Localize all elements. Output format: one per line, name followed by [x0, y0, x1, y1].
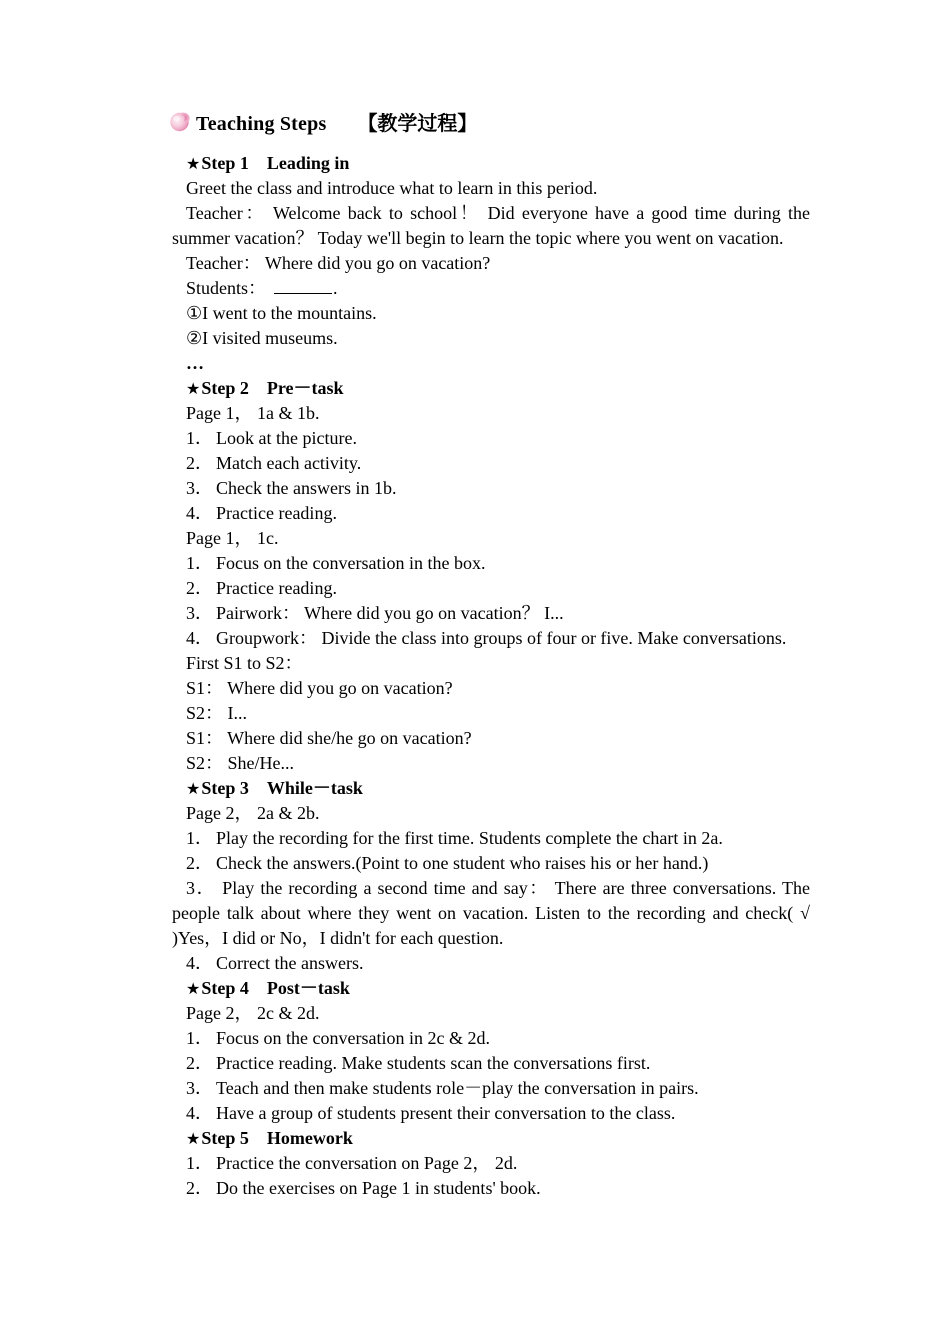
body-line: S1： Where did you go on vacation?: [186, 678, 453, 698]
list-item-number: 2．: [186, 453, 213, 473]
fill-in-blank-line: [172, 276, 810, 301]
list-item-text: Check the answers.(Point to one student who raises his or her hand.): [216, 853, 709, 873]
numbered-list-item: [172, 1051, 810, 1076]
pink-sphere-icon: [169, 109, 192, 132]
list-item-number: 4．: [186, 953, 213, 973]
step-name: Post－task: [266, 978, 350, 998]
list-item-text: Groupwork： Divide the class into groups of four or five. Make conversations.: [216, 628, 787, 648]
ellipsis-line: …: [186, 353, 206, 373]
numbered-list-item: [172, 1151, 810, 1176]
list-item-number: 1．: [186, 428, 213, 448]
body-line: S2： I...: [186, 703, 248, 723]
step-label: Step 5: [201, 1128, 249, 1148]
list-item-text: Teach and then make students role－play the conversation in pairs.: [216, 1078, 699, 1098]
body-paragraph: 3． Play the recording a second time and say： There are three conversations. The people talk about where they went on vacation. Listen to the recording and check( √ )Yes，I did or No，I didn't for each question.: [172, 878, 810, 948]
list-item-text: Practice reading.: [216, 503, 337, 523]
numbered-list-item: [172, 1076, 810, 1101]
body-line: S1： Where did she/he go on vacation?: [186, 728, 472, 748]
body-line: Page 2， 2a & 2b.: [186, 803, 320, 823]
list-item-number: 4．: [186, 503, 213, 523]
list-item-text: Play the recording for the first time. Students complete the chart in 2a.: [216, 828, 723, 848]
body-line: Page 1， 1c.: [186, 528, 279, 548]
numbered-list-item: [172, 551, 810, 576]
list-item-text: Match each activity.: [216, 453, 362, 473]
section-heading-title-cn: 【教学过程】: [357, 111, 478, 135]
star-icon: ★: [186, 154, 201, 173]
blank-underline: [274, 280, 332, 294]
numbered-list-item: [172, 851, 810, 876]
body-line: S2： She/He...: [186, 753, 294, 773]
list-item-number: 1．: [186, 1153, 213, 1173]
list-item-number: 4．: [186, 1103, 213, 1123]
list-item-text: Have a group of students present their conversation to the class.: [216, 1103, 676, 1123]
step-heading: [172, 776, 810, 801]
fill-in-blank-prefix: Students：: [186, 278, 267, 298]
numbered-list-item: [172, 601, 810, 626]
section-heading: [172, 110, 810, 137]
list-item-text: Look at the picture.: [216, 428, 357, 448]
section-heading-title-en: Teaching Steps: [196, 113, 327, 135]
list-item-number: 2．: [186, 853, 213, 873]
numbered-list-item: [172, 476, 810, 501]
list-item-number: 2．: [186, 578, 213, 598]
step-heading: [172, 1126, 810, 1151]
numbered-list-item: [172, 826, 810, 851]
list-item-text: Focus on the conversation in 2c & 2d.: [216, 1028, 490, 1048]
list-item-text: Check the answers in 1b.: [216, 478, 397, 498]
list-item-text: Pairwork： Where did you go on vacation？ I...: [216, 603, 564, 623]
numbered-list-item: [172, 1026, 810, 1051]
list-item-number: 1．: [186, 1028, 213, 1048]
numbered-list-item: [172, 1176, 810, 1201]
list-item-text: Practice reading.: [216, 578, 337, 598]
step-heading: [172, 976, 810, 1001]
star-icon: ★: [186, 379, 201, 398]
list-item-text: Practice reading. Make students scan the conversations first.: [216, 1053, 651, 1073]
body-line: Page 2， 2c & 2d.: [186, 1003, 320, 1023]
list-item-text: Practice the conversation on Page 2， 2d.: [216, 1153, 518, 1173]
list-item-number: 3．: [186, 478, 213, 498]
step-name: While－task: [266, 778, 363, 798]
star-icon: ★: [186, 779, 201, 798]
list-item-number: 2．: [186, 1178, 213, 1198]
step-name: Homework: [266, 1128, 353, 1148]
step-name: Leading in: [266, 153, 350, 173]
list-item-text: Correct the answers.: [216, 953, 364, 973]
list-item-text: Focus on the conversation in the box.: [216, 553, 486, 573]
numbered-list-item: [172, 501, 810, 526]
numbered-list-item: [172, 1101, 810, 1126]
list-item-number: 4．: [186, 628, 213, 648]
star-icon: ★: [186, 979, 201, 998]
step-name: Pre－task: [266, 378, 344, 398]
numbered-list-item: [172, 576, 810, 601]
list-item-number: 1．: [186, 828, 213, 848]
steps-container: [172, 151, 810, 1201]
list-item-number: 3．: [186, 603, 213, 623]
body-paragraph: Greet the class and introduce what to learn in this period.: [186, 178, 598, 198]
body-line: First S1 to S2：: [186, 653, 303, 673]
fill-in-blank-suffix: .: [333, 278, 338, 298]
document-content: [172, 110, 810, 1201]
star-icon: ★: [186, 1129, 201, 1148]
list-item-number: 2．: [186, 1053, 213, 1073]
step-heading: [172, 376, 810, 401]
body-line: Page 1， 1a & 1b.: [186, 403, 320, 423]
list-item-text: Do the exercises on Page 1 in students' book.: [216, 1178, 541, 1198]
step-heading: [172, 151, 810, 176]
body-line: Teacher： Where did you go on vacation?: [186, 253, 491, 273]
numbered-list-item: [172, 951, 810, 976]
step-label: Step 4: [201, 978, 249, 998]
list-item-number: 3．: [186, 1078, 213, 1098]
body-line: ①I went to the mountains.: [186, 303, 377, 323]
list-item-number: 1．: [186, 553, 213, 573]
body-paragraph: Teacher： Welcome back to school！ Did everyone have a good time during the summer vacation？ Today we'll begin to learn the topic where you went on vacation.: [172, 203, 810, 248]
step-label: Step 3: [201, 778, 249, 798]
numbered-list-item: [172, 426, 810, 451]
step-label: Step 2: [201, 378, 249, 398]
step-label: Step 1: [201, 153, 249, 173]
numbered-list-item: [172, 451, 810, 476]
numbered-list-item: [172, 626, 810, 651]
body-line: ②I visited museums.: [186, 328, 338, 348]
